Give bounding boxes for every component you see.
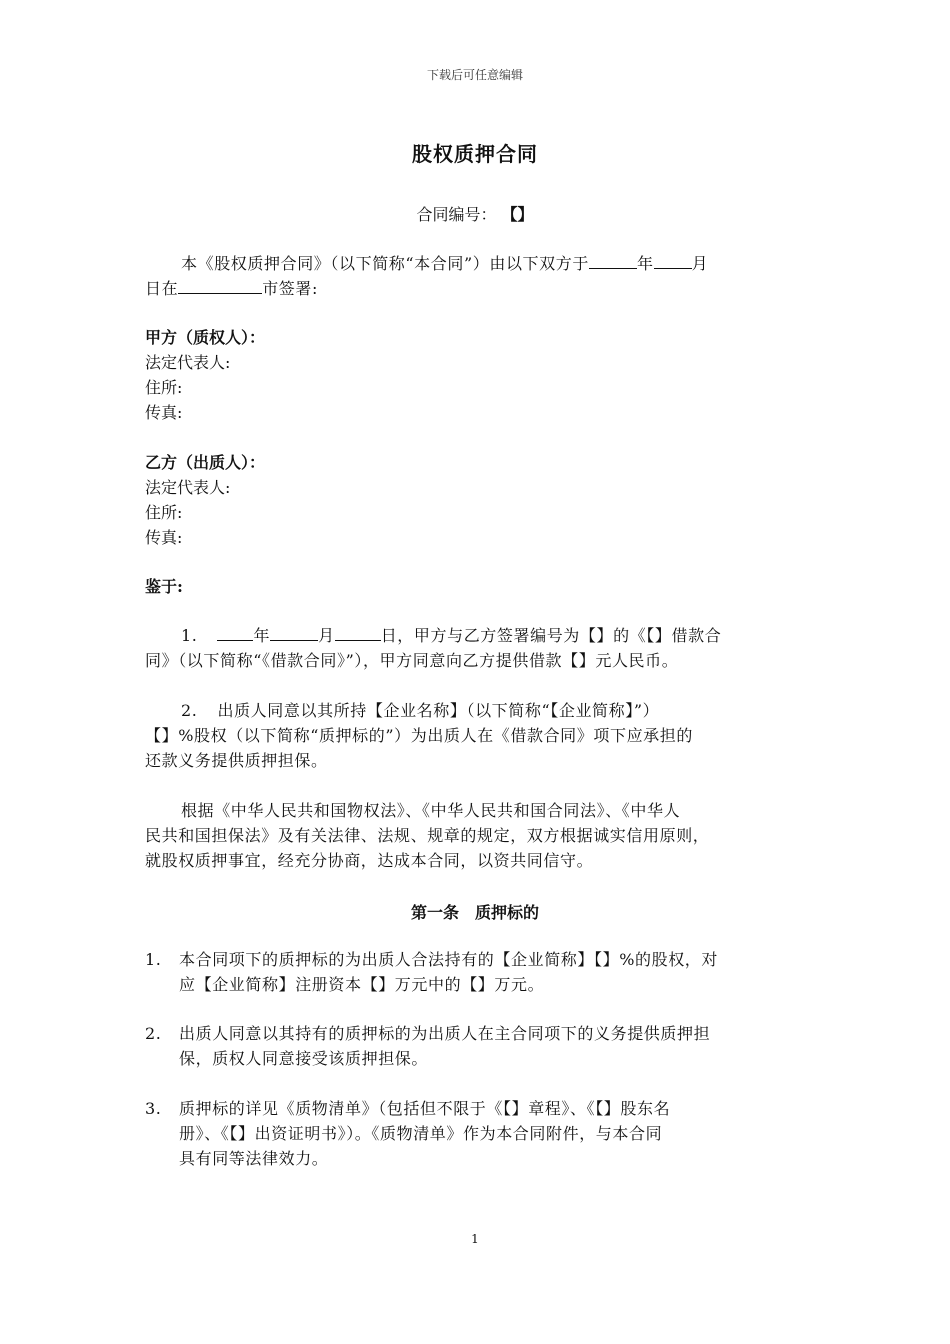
basis-line1: 根据《中华人民共和国物权法》、《中华人民共和国合同法》、《中华人: [181, 801, 681, 820]
basis-line3: 就股权质押事宜，经充分协商，达成本合同，以资共同信守。: [145, 851, 594, 870]
party-b-block: [145, 450, 807, 550]
item-2-line1: 出质人同意以其持有的质押标的为出质人在主合同项下的义务提供质押担: [179, 1024, 711, 1043]
whereas-2-line2: 【】%股权（以下简称“质押标的”）为出质人在《借款合同》项下应承担的: [145, 726, 693, 745]
item-1-line1: 本合同项下的质押标的为出质人合法持有的【企业简称】【】%的股权，对: [179, 950, 719, 969]
contract-number: [0, 202, 950, 225]
whereas-item-2: [145, 698, 807, 773]
item-3-line1: 质押标的详见《质物清单》（包括但不限于《【】章程》、《【】股东名: [179, 1099, 671, 1118]
item-2-line2: 保，质权人同意接受该质押担保。: [179, 1049, 429, 1068]
party-a-block: [145, 325, 807, 425]
document-title: 股权质押合同: [412, 142, 538, 166]
item-3-line3: 具有同等法律效力。: [179, 1149, 329, 1168]
intro-line2-suffix: 市签署:: [262, 279, 318, 298]
whereas-1-day-blank: [335, 623, 381, 641]
year-blank: [589, 251, 637, 269]
party-a-rep: 法定代表人:: [145, 353, 231, 372]
whereas-1-year-blank: [217, 623, 253, 641]
page-number: 1: [471, 1232, 479, 1246]
contract-number-label: 合同编号：: [416, 205, 497, 224]
article-1-item-2: [145, 1021, 807, 1071]
intro-paragraph: [145, 251, 807, 301]
party-b-address: 住所:: [145, 503, 183, 522]
party-a-address: 住所:: [145, 378, 183, 397]
whereas-1-num: 1.: [181, 626, 198, 645]
party-b-rep: 法定代表人:: [145, 478, 231, 497]
item-1-line2: 应【企业简称】注册资本【】万元中的【】万元。: [179, 975, 545, 994]
article-1-item-3: [145, 1096, 807, 1171]
month-blank: [654, 251, 692, 269]
whereas-item-1: [145, 623, 807, 673]
whereas-1-month: 月: [318, 626, 335, 645]
party-a-fax: 传真:: [145, 403, 183, 422]
city-blank: [178, 276, 262, 294]
header-note: 下载后可任意编辑: [426, 68, 523, 82]
intro-year: 年: [636, 254, 654, 273]
whereas-2-num: 2.: [181, 701, 198, 720]
whereas-2-line3: 还款义务提供质押担保。: [145, 751, 328, 770]
whereas-heading: 鉴于:: [145, 577, 183, 596]
item-3-line2: 册》、《【】出资证明书》）。《质物清单》作为本合同附件，与本合同: [179, 1124, 663, 1143]
party-a-heading: 甲方（质权人）：: [145, 328, 266, 347]
item-1-num: 1.: [145, 950, 162, 969]
whereas-2-line1: 出质人同意以其所持【企业名称】（以下简称“【企业简称】”）: [217, 701, 660, 720]
contract-number-value: 【】: [501, 205, 534, 224]
whereas-1-month-blank: [270, 623, 318, 641]
intro-text: 本《股权质押合同》（以下简称“本合同”）由以下双方于: [181, 254, 589, 273]
basis-paragraph: [145, 798, 807, 873]
whereas-1-rest: 日，甲方与乙方签署编号为【】的《【】借款合: [380, 626, 722, 645]
intro-month: 月: [691, 254, 709, 273]
whereas-1-line2: 同》（以下简称“《借款合同》”），甲方同意向乙方提供借款【】元人民币。: [145, 651, 679, 670]
party-b-heading: 乙方（出质人）：: [145, 453, 266, 472]
article-1-item-1: [145, 947, 807, 997]
intro-line2-prefix: 日在: [145, 279, 179, 298]
basis-line2: 民共和国担保法》及有关法律、法规、规章的规定，双方根据诚实信用原则，: [145, 826, 710, 845]
whereas-1-year: 年: [253, 626, 271, 645]
item-2-num: 2.: [145, 1024, 162, 1043]
article-1-title: 第一条 质押标的: [410, 903, 539, 922]
party-b-fax: 传真:: [145, 528, 183, 547]
item-3-num: 3.: [145, 1099, 162, 1118]
